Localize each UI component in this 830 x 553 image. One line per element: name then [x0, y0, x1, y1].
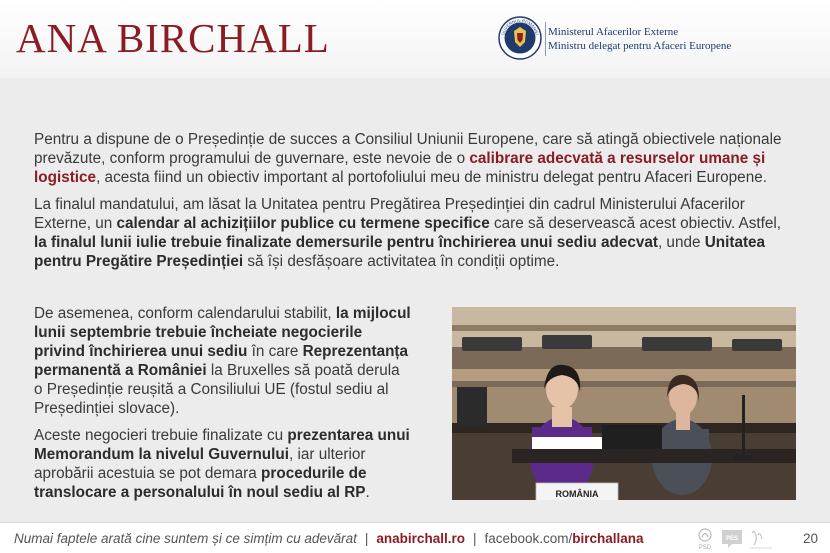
p4-bold-1: prezentarea unui Memorandum la nivelul Guvernului	[34, 427, 410, 463]
p3-bold-2: Reprezentanța permanentă a României	[34, 343, 409, 379]
p3-text-3: la Bruxelles să poată derula o Președinție reușită a Consiliului UE (fostul sediu al Președinției slovace).	[34, 362, 400, 417]
p2-bold-2: la finalul lunii iulie trebuie finalizate demersurile pentru închirierea unui sediu adecvat	[34, 234, 658, 251]
p2-bold-3: Unitatea pentru Pregătire Președinției	[34, 234, 766, 270]
p1-text-2: , acesta fiind un obiectiv important al portofoliului meu de ministru delegat pentru Afaceri Europene.	[96, 169, 767, 186]
paragraph-1	[34, 130, 796, 187]
p2-text-2: care să deservească acest obiectiv. Astfel,	[489, 215, 782, 232]
footer-motto: Numai faptele arată cine suntem și ce simțim cu adevărat	[14, 531, 357, 546]
psd-logo-icon	[699, 529, 712, 551]
facebook-user: birchallana	[572, 531, 644, 546]
p3-text-1: De asemenea, conform calendarului stabilit,	[34, 305, 336, 322]
nameplate-label: ROMÂNIA	[555, 489, 599, 499]
p2-bold-1: calendar al achizițiilor publice cu termene specifice	[116, 215, 490, 232]
meeting-photo	[452, 307, 796, 500]
footer-separator-2: |	[472, 531, 477, 546]
p1-highlight-1: calibrare adecvată a resurselor umane și logistice	[34, 150, 766, 186]
p1-text-1: Pentru a dispune de o Președinție de succes a Consiliul Uniunii Europene, care să atingă obiectivele naționale prevăzute, conform programului de guvernare, este nevoie de o	[34, 131, 782, 167]
footer	[0, 522, 830, 553]
meeting-photo-illustration	[452, 307, 796, 500]
ministry-divider	[545, 22, 546, 56]
signature-logo-icon	[750, 531, 772, 548]
website-link[interactable]: anabirchall.ro	[376, 531, 465, 546]
page-number: 20	[802, 531, 818, 546]
government-seal-icon	[498, 16, 542, 60]
p4-bold-2: procedurile de translocare a personalului în noul sediu al RP	[34, 465, 367, 501]
psd-logo-lettering: PSD	[698, 545, 712, 551]
facebook-prefix: facebook.com/	[484, 531, 573, 546]
ministry-role: Ministru delegat pentru Afaceri Europene	[548, 40, 732, 52]
p4-text-2: , iar ulterior aprobării acestuia se pot demara	[34, 446, 366, 482]
facebook-link[interactable]	[484, 531, 643, 546]
p2-text-1: La finalul mandatului, am lăsat la Unitatea pentru Pregătirea Președinției din cadrul Ministerului Afacerilor Externe, un	[34, 196, 745, 232]
paragraph-4	[34, 426, 412, 502]
footer-separator-1: |	[364, 531, 369, 546]
left-column-text	[34, 304, 412, 510]
p2-text-3: , unde	[657, 234, 705, 251]
brand-title: ANA BIRCHALL	[16, 15, 330, 61]
footer-line	[14, 531, 644, 546]
ministry-text	[548, 25, 731, 53]
pes-logo-icon	[722, 530, 742, 548]
header	[0, 0, 830, 78]
ministry-name: Ministerul Afacerilor Externe	[548, 26, 679, 38]
pes-logo-lettering: PES	[725, 536, 739, 542]
ministry-block	[498, 16, 828, 64]
p3-text-2: în care	[247, 343, 303, 360]
intro-text	[34, 130, 796, 279]
p2-text-4: să își desfășoare activitatea în condiții optime.	[243, 253, 560, 270]
party-logos	[694, 527, 790, 551]
paragraph-3	[34, 304, 412, 418]
p4-text-1: Aceste negocieri trebuie finalizate cu	[34, 427, 288, 444]
p3-bold-1: la mijlocul lunii septembrie trebuie încheiate negocierile privind închirierea unui sediu	[34, 305, 411, 360]
paragraph-2	[34, 195, 796, 271]
p4-text-3: .	[365, 484, 370, 501]
seal-lettering: GUVERNUL ROMÂNIEI	[500, 17, 540, 36]
